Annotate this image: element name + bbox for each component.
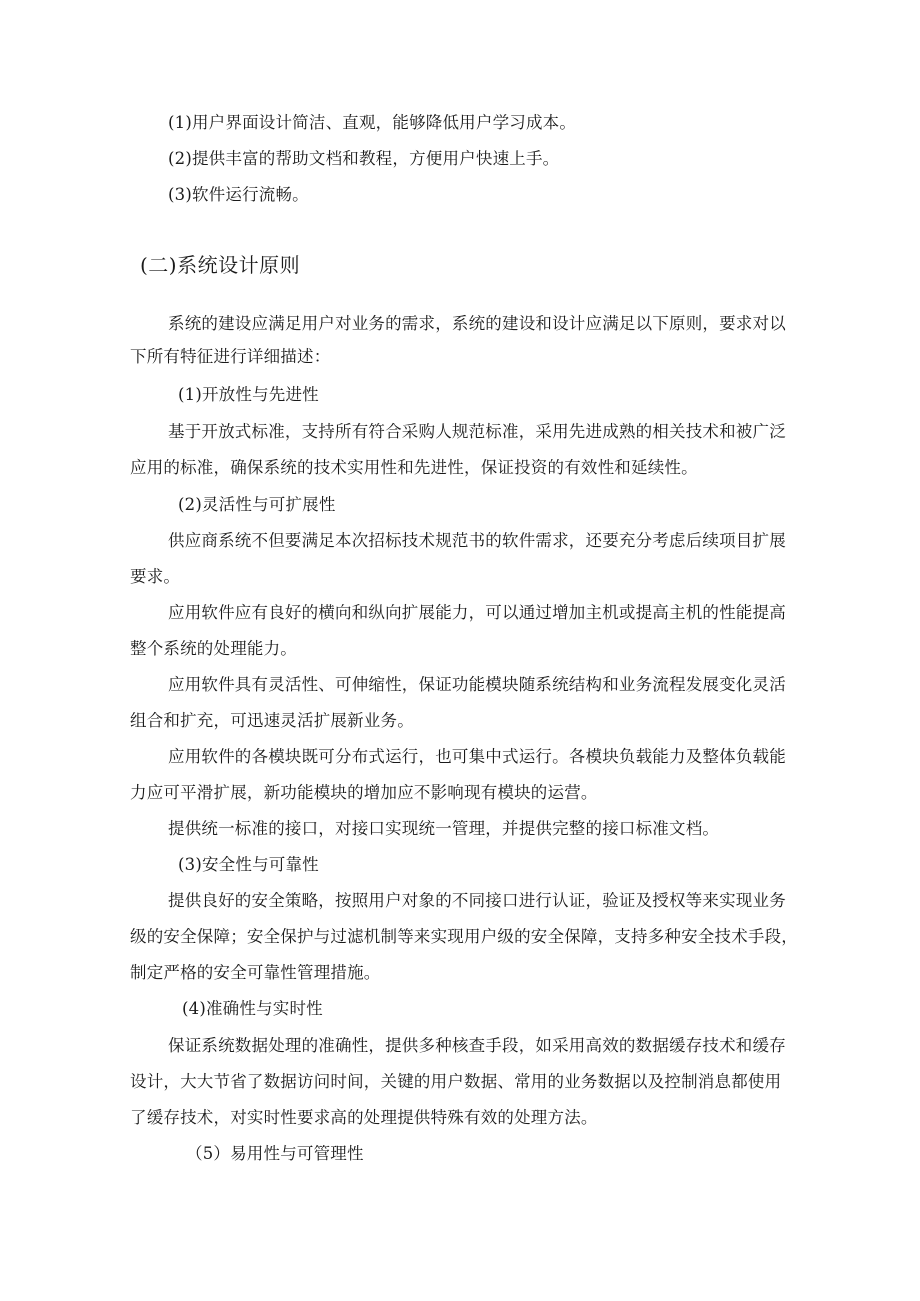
paragraph-line: 要求。 [130, 567, 181, 586]
subsection-heading: (1)开放性与先进性 [178, 385, 319, 404]
subsection-heading: （5）易用性与可管理性 [186, 1144, 364, 1163]
list-item: (1)用户界面设计简洁、直观，能够降低用户学习成本。 [168, 113, 577, 132]
paragraph-line: 应用软件具有灵活性、可伸缩性，保证功能模块随系统结构和业务流程发展变化灵活 [168, 675, 786, 694]
paragraph-line: 整个系统的处理能力。 [130, 639, 297, 658]
paragraph-line: 了缓存技术，对实时性要求高的处理提供特殊有效的处理方法。 [130, 1108, 598, 1127]
paragraph-line: 供应商系统不但要满足本次招标技术规范书的软件需求，还要充分考虑后续项目扩展 [168, 531, 786, 550]
subsection-heading: (4)准确性与实时性 [182, 999, 323, 1018]
list-item: (2)提供丰富的帮助文档和教程，方便用户快速上手。 [168, 149, 560, 168]
list-item: (3)软件运行流畅。 [168, 185, 309, 204]
paragraph-line: 应用的标准，确保系统的技术实用性和先进性，保证投资的有效性和延续性。 [130, 458, 698, 477]
section-heading: (二)系统设计原则 [140, 253, 301, 277]
subsection-heading: (2)灵活性与可扩展性 [178, 495, 336, 514]
paragraph-line: 保证系统数据处理的准确性，提供多种核查手段，如采用高效的数据缓存技术和缓存 [168, 1036, 786, 1055]
paragraph-line: 应用软件的各模块既可分布式运行，也可集中式运行。各模块负载能力及整体负载能 [168, 747, 786, 766]
paragraph-line: 力应可平滑扩展，新功能模块的增加应不影响现有模块的运营。 [130, 783, 598, 802]
paragraph-line: 提供统一标准的接口，对接口实现统一管理，并提供完整的接口标准文档。 [168, 819, 720, 838]
paragraph-line: 提供良好的安全策略，按照用户对象的不同接口进行认证，验证及授权等来实现业务 [168, 891, 786, 910]
paragraph-line: 级的安全保障；安全保护与过滤机制等来实现用户级的安全保障，支持多种安全技术手段， [130, 927, 798, 946]
paragraph-line: 组合和扩充，可迅速灵活扩展新业务。 [130, 711, 414, 730]
paragraph-line: 设计，大大节省了数据访问时间，关键的用户数据、常用的业务数据以及控制消息都使用 [130, 1072, 782, 1091]
subsection-heading: (3)安全性与可靠性 [178, 855, 319, 874]
paragraph-line: 下所有特征进行详细描述： [130, 347, 331, 366]
paragraph-line: 基于开放式标准，支持所有符合采购人规范标准，采用先进成熟的相关技术和被广泛 [168, 422, 786, 441]
paragraph-line: 制定严格的安全可靠性管理措施。 [130, 963, 381, 982]
paragraph-line: 系统的建设应满足用户对业务的需求，系统的建设和设计应满足以下原则，要求对以 [168, 314, 786, 333]
paragraph-line: 应用软件应有良好的横向和纵向扩展能力，可以通过增加主机或提高主机的性能提高 [168, 603, 786, 622]
